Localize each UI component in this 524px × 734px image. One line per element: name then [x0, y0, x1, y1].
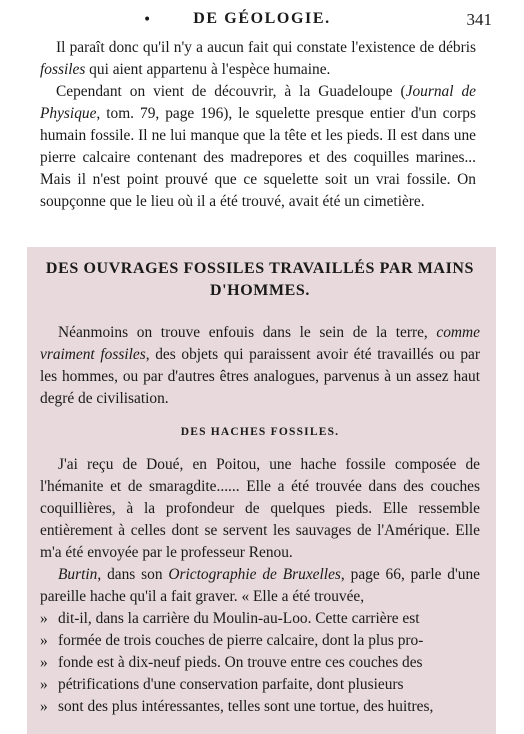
text-run: , dans son	[97, 566, 169, 583]
text-run: qui aient appartenu à l'espèce humaine.	[85, 61, 331, 78]
italic-author: Burtin	[58, 566, 98, 583]
italic-phrase: comme vraiment fossiles	[40, 324, 480, 363]
quote-line: » formée de trois couches de pierre calcaire, dont la plus pro-	[40, 630, 480, 652]
paragraph: J'ai reçu de Doué, en Poitou, une hache fossile composée de l'hémanite et de smaragdite...... Elle a été trouvée dans des couches coquillières, à la profondeur de quelques pieds. Elle ressemble entièrement à celles dont se servent les sauvages de l'Amérique. Elle m'a été envoyée par le professeur Renou.	[40, 456, 480, 561]
italic-book-title: Orictographie de Bruxelles	[168, 566, 341, 583]
quote-line: » pétrifications d'une conservation parfaite, dont plusieurs	[40, 674, 480, 696]
quotation-lines	[40, 608, 480, 718]
page-number: 341	[466, 10, 492, 29]
italic-term: fossiles	[40, 61, 86, 78]
ornament-mark: •	[143, 12, 152, 28]
quote-line: » dit-il, dans la carrière du Moulin-au-Loo. Cette carrière est	[40, 608, 480, 630]
text-run: , tom. 79, page 196), le squelette presque entier d'un corps humain fossile. Il ne lui manque que la tête et les pieds. Il est dans une pierre calcaire contenant des madrepores et des coquilles marines... Mais il n'est point prouvé que ce squelette soit un vrai fossile. On soupçonne que le lieu où il a été trouvé, avait été un cimetière.	[40, 105, 476, 210]
text-run: Il paraît donc qu'il n'y a aucun fait qui constate l'existence de débris	[56, 39, 476, 56]
quote-line: » fonde est à dix-neuf pieds. On trouve entre ces couches des	[40, 652, 480, 674]
top-text-block	[40, 37, 476, 213]
text-run: , page 66, parle d'une pareille hache qu'il a fait graver. « Elle a été trouvée,	[40, 566, 480, 605]
paragraph	[40, 37, 476, 81]
paragraph	[40, 81, 476, 213]
quote-line: » sont des plus intéressantes, telles sont une tortue, des huitres,	[40, 696, 480, 718]
paragraph	[40, 564, 480, 608]
section-title: DES OUVRAGES FOSSILES TRAVAILLÉS PAR MAINS D'HOMMES.	[45, 260, 475, 299]
paragraph	[40, 322, 480, 410]
subsection-heading: DES HACHES FOSSILES.	[180, 426, 340, 438]
section-block	[40, 258, 480, 718]
running-head	[0, 10, 524, 32]
text-run: Cependant on vient de découvrir, à la Guadeloupe (	[56, 83, 406, 100]
italic-citation: Journal de Physique	[40, 83, 476, 122]
text-run: , des objets qui paraissent avoir été travaillés ou par les hommes, ou par d'autres êtres analogues, parvenus à un assez haut degré de civilisation.	[40, 346, 480, 407]
running-title: DE GÉOLOGIE.	[193, 10, 331, 27]
text-run: Néanmoins on trouve enfouis dans le sein de la terre,	[58, 324, 437, 341]
